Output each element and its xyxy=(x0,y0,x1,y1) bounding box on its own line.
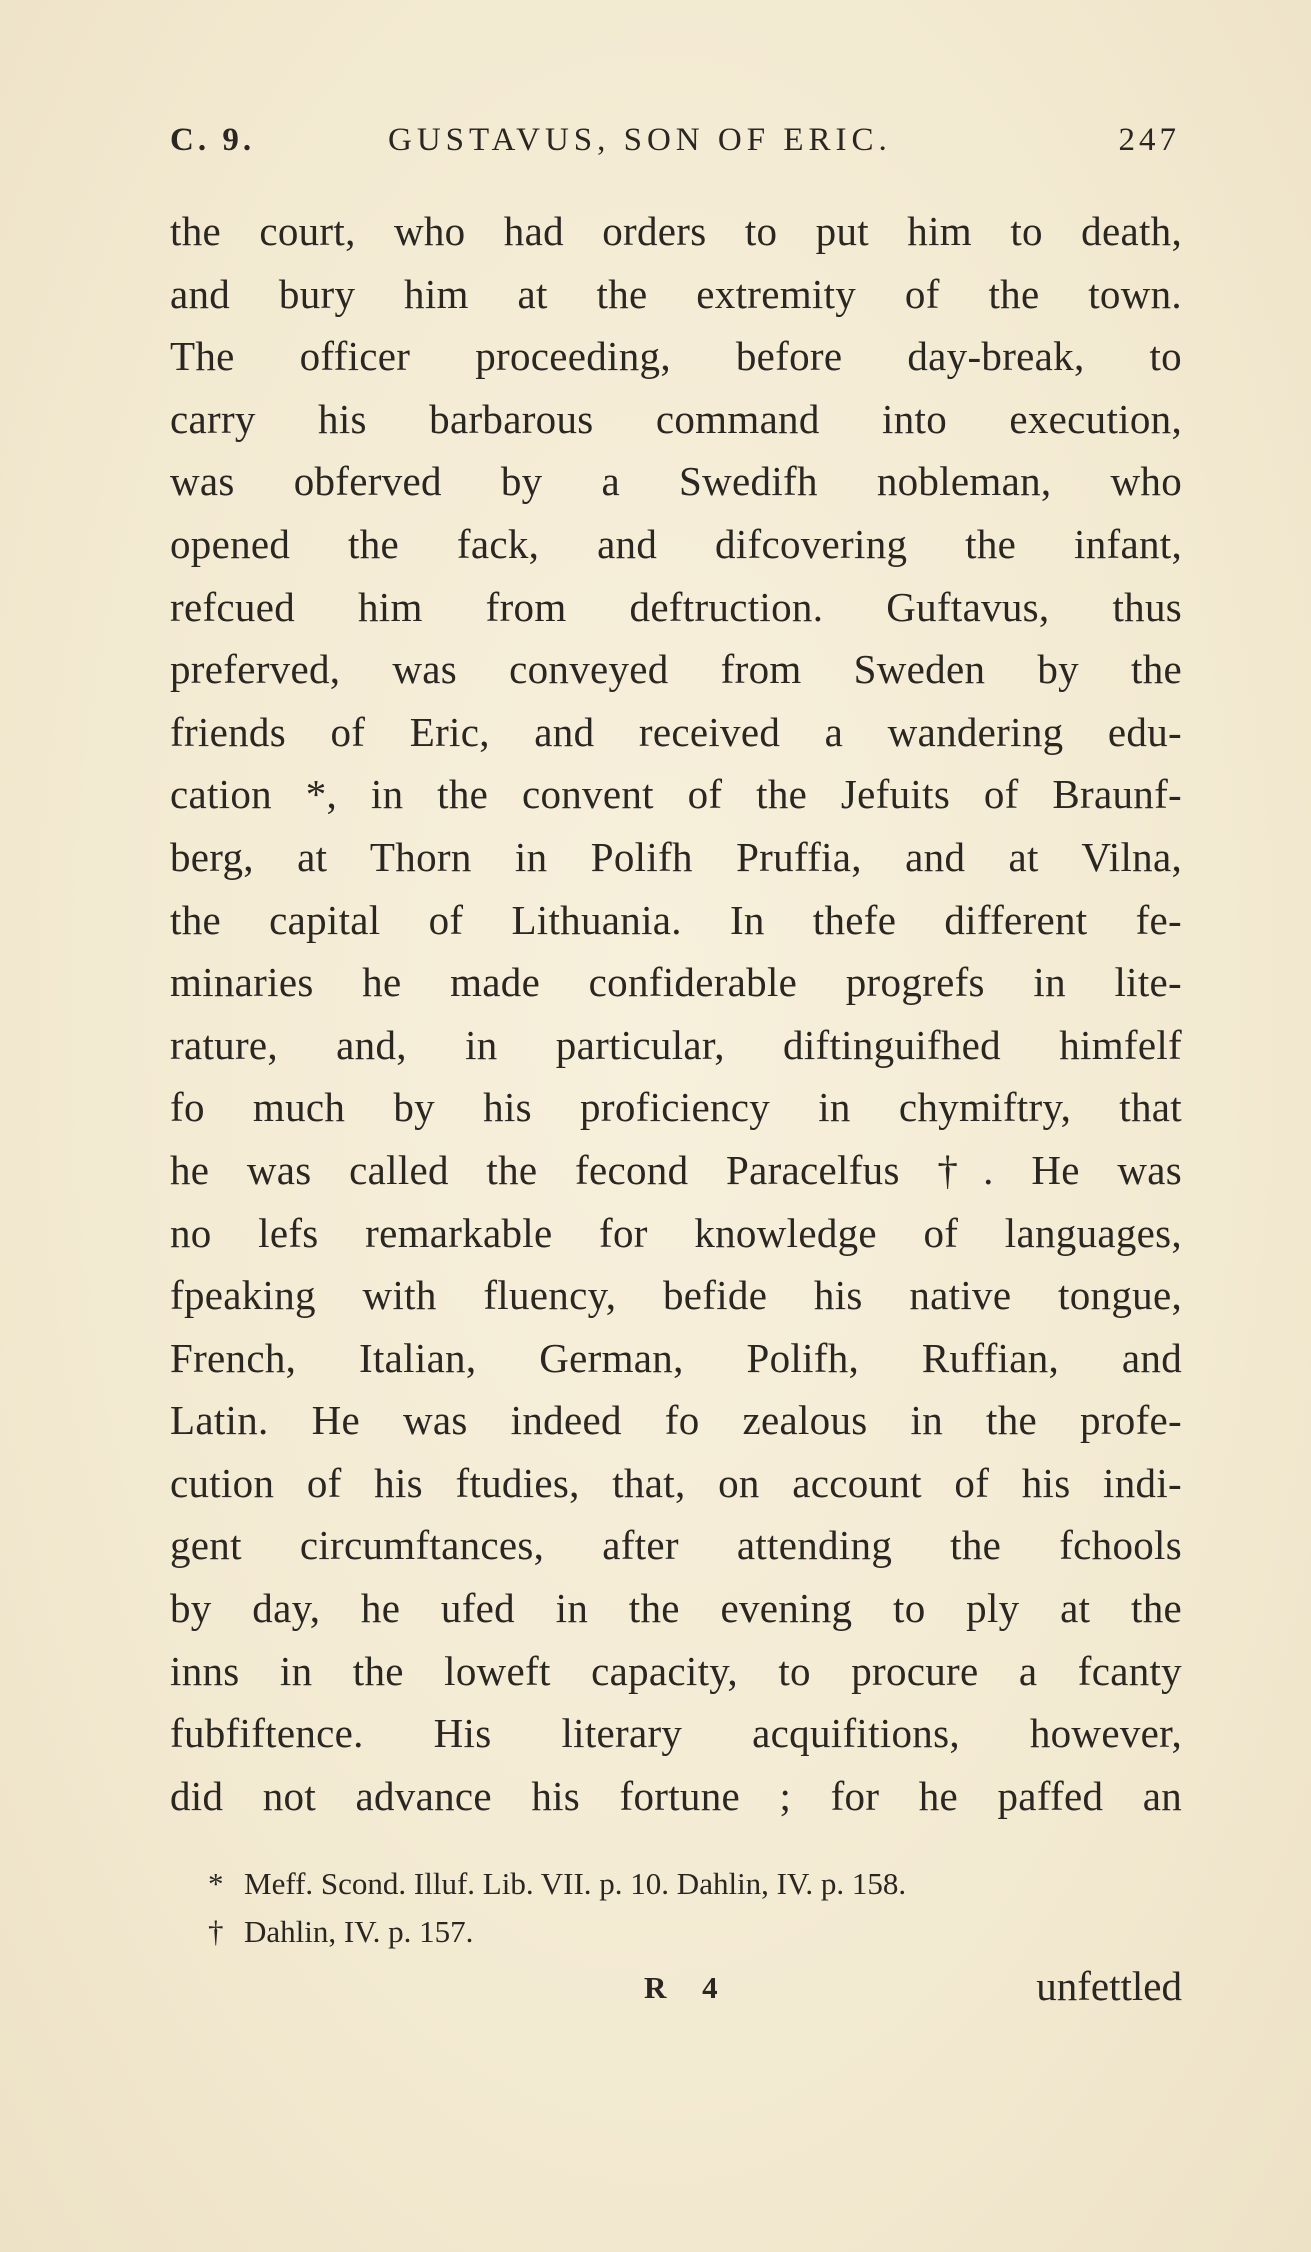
footnote-mark: * xyxy=(208,1866,224,1901)
chapter-number: C. 9. xyxy=(170,122,256,158)
text-line: fubfiftence. His literary acquifitions, however, xyxy=(170,1710,1182,1757)
text-line: preferved, was conveyed from Sweden by the xyxy=(170,646,1182,693)
text-line: Latin. He was indeed fo zealous in the profe- xyxy=(170,1397,1182,1444)
text-line: French, Italian, German, Polifh, Ruffian, and xyxy=(170,1334,1182,1381)
text-line: refcued him from deftruction. Guftavus, thus xyxy=(170,583,1182,630)
text-line: carry his barbarous command into execution, xyxy=(170,395,1182,442)
footnote-text: Meff. Scond. Illuf. Lib. VII. p. 10. Dahlin, IV. p. 158. xyxy=(244,1866,907,1901)
running-title: GUSTAVUS, SON OF ERIC. xyxy=(388,122,892,158)
footnote xyxy=(208,1860,1138,1908)
text-line: cution of his ftudies, that, on account of his indi- xyxy=(170,1459,1182,1506)
text-line: cation *, in the convent of the Jefuits of Braunf- xyxy=(170,771,1182,818)
text-line: friends of Eric, and received a wandering edu- xyxy=(170,708,1182,755)
page-footer xyxy=(170,1962,1182,2022)
text-line: minaries he made confiderable progrefs in lite- xyxy=(170,959,1182,1006)
footnotes xyxy=(208,1860,1138,1956)
footnote-text: Dahlin, IV. p. 157. xyxy=(244,1914,474,1949)
text-line: gent circumftances, after attending the fchools xyxy=(170,1522,1182,1569)
catchword: unfettled xyxy=(1036,1963,1182,2009)
text-line: no lefs remarkable for knowledge of languages, xyxy=(170,1209,1182,1256)
footnote-mark: † xyxy=(208,1914,224,1949)
running-header xyxy=(170,122,1180,182)
text-line: berg, at Thorn in Polifh Pruffia, and at Vilna, xyxy=(170,833,1182,880)
text-line: did not advance his fortune ; for he paffed an xyxy=(170,1772,1182,1819)
text-line: by day, he ufed in the evening to ply at the xyxy=(170,1585,1182,1632)
signature-mark: R 4 xyxy=(644,1970,732,2005)
text-line: opened the fack, and difcovering the infant, xyxy=(170,520,1182,567)
text-line: the capital of Lithuania. In thefe different fe- xyxy=(170,896,1182,943)
body-text xyxy=(170,200,1182,1827)
text-line: The officer proceeding, before day-break, to xyxy=(170,333,1182,380)
page-number: 247 xyxy=(1118,122,1180,158)
footnote xyxy=(208,1908,1138,1956)
text-line: he was called the fecond Paracelfus †. He was xyxy=(170,1146,1182,1193)
text-line: fo much by his proficiency in chymiftry, that xyxy=(170,1084,1182,1131)
text-line: inns in the loweft capacity, to procure a fcanty xyxy=(170,1647,1182,1694)
text-line: the court, who had orders to put him to death, xyxy=(170,208,1182,254)
text-line: fpeaking with fluency, befide his native tongue, xyxy=(170,1272,1182,1319)
text-line: was obferved by a Swedifh nobleman, who xyxy=(170,458,1182,505)
text-line: and bury him at the extremity of the town. xyxy=(170,270,1182,317)
text-line: rature, and, in particular, diftinguifhed himfelf xyxy=(170,1021,1182,1068)
